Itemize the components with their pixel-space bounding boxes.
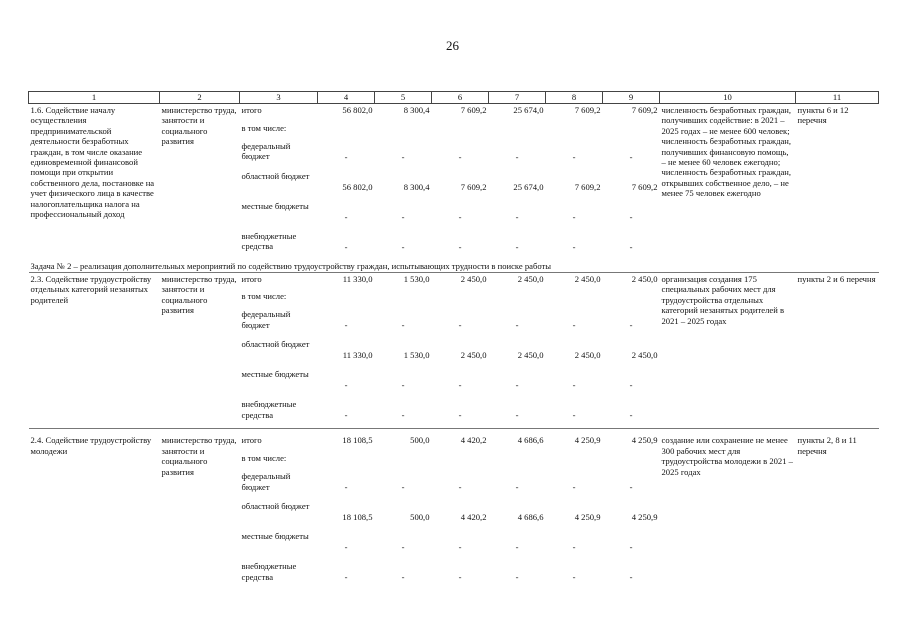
funding-source-label: внебюджетные средства bbox=[241, 230, 297, 251]
funding-source-label: итого bbox=[241, 273, 262, 284]
column-header: 3 bbox=[240, 92, 318, 104]
funding-value: - bbox=[629, 542, 633, 553]
funding-value: - bbox=[401, 572, 405, 583]
funding-value: 4 686,6 bbox=[517, 512, 544, 523]
funding-value bbox=[432, 452, 489, 470]
funding-value: 7 609,2 bbox=[460, 181, 487, 192]
table-body bbox=[29, 92, 879, 591]
funding-value: - bbox=[401, 380, 405, 391]
funding-value: - bbox=[515, 320, 519, 331]
funding-value: - bbox=[458, 410, 462, 421]
funding-value: - bbox=[515, 542, 519, 553]
funding-value: 7 609,2 bbox=[574, 105, 601, 115]
funding-value: - bbox=[629, 410, 633, 421]
funding-value bbox=[489, 452, 546, 470]
expected-result: организация создания 175 специальных рабочих мест для трудоустройства отдельных категорий незанятых родителей в 2021 – 2025 годах bbox=[661, 273, 785, 326]
funding-source-label: местные бюджеты bbox=[241, 531, 309, 542]
funding-value: - bbox=[515, 572, 519, 583]
column-header: 5 bbox=[375, 92, 432, 104]
funding-value: 2 450,0 bbox=[574, 273, 601, 284]
funding-value: - bbox=[629, 241, 633, 252]
funding-value: - bbox=[458, 151, 462, 162]
funding-value: - bbox=[629, 320, 633, 331]
funding-value: - bbox=[458, 241, 462, 252]
funding-source-label: федеральный бюджет bbox=[241, 309, 291, 330]
funding-value: 2 450,0 bbox=[517, 350, 544, 361]
funding-value: - bbox=[629, 482, 633, 493]
funding-value: - bbox=[458, 482, 462, 493]
funding-value: 500,0 bbox=[410, 512, 430, 523]
column-header: 9 bbox=[603, 92, 660, 104]
program-table bbox=[28, 91, 879, 590]
column-header: 4 bbox=[318, 92, 375, 104]
funding-value: - bbox=[401, 542, 405, 553]
funding-value: 8 300,4 bbox=[403, 105, 430, 115]
column-header: 2 bbox=[160, 92, 240, 104]
funding-value: - bbox=[344, 542, 348, 553]
funding-value: - bbox=[629, 151, 633, 162]
funding-source-label: в том числе: bbox=[241, 291, 287, 302]
funding-value: - bbox=[458, 380, 462, 391]
funding-value: 56 802,0 bbox=[342, 181, 373, 192]
funding-value: - bbox=[572, 151, 576, 162]
indicator-references: пункты 2 и 6 перечня bbox=[797, 273, 876, 284]
funding-value: 2 450,0 bbox=[517, 273, 544, 284]
funding-value: - bbox=[572, 482, 576, 493]
funding-value: - bbox=[344, 151, 348, 162]
funding-source-label: внебюджетные средства bbox=[241, 399, 297, 420]
funding-value: - bbox=[401, 211, 405, 222]
column-header: 6 bbox=[432, 92, 489, 104]
funding-value: - bbox=[515, 482, 519, 493]
funding-value: - bbox=[344, 410, 348, 421]
funding-source-label: итого bbox=[241, 435, 262, 446]
funding-value bbox=[489, 290, 546, 308]
funding-value: - bbox=[515, 151, 519, 162]
funding-value bbox=[603, 290, 660, 308]
funding-source-label: областной бюджет bbox=[241, 501, 310, 512]
funding-value: - bbox=[344, 211, 348, 222]
funding-source-label: в том числе: bbox=[241, 453, 287, 464]
funding-value bbox=[318, 122, 375, 140]
funding-value: - bbox=[344, 572, 348, 583]
funding-value: - bbox=[458, 572, 462, 583]
funding-value: - bbox=[344, 320, 348, 331]
funding-source-label: местные бюджеты bbox=[241, 369, 309, 380]
funding-value: 4 250,9 bbox=[631, 435, 658, 446]
funding-value: - bbox=[572, 572, 576, 583]
responsible-executor: министерство труда, занятости и социального развития bbox=[161, 105, 237, 147]
funding-value bbox=[546, 290, 603, 308]
funding-value: 11 330,0 bbox=[342, 350, 373, 361]
funding-value: 7 609,2 bbox=[631, 105, 658, 115]
funding-value: 4 686,6 bbox=[517, 435, 544, 446]
funding-value: 7 609,2 bbox=[460, 105, 487, 115]
funding-value bbox=[603, 122, 660, 140]
funding-value: - bbox=[515, 410, 519, 421]
funding-value bbox=[375, 452, 432, 470]
funding-value: - bbox=[629, 380, 633, 391]
funding-value: 2 450,0 bbox=[631, 350, 658, 361]
funding-value bbox=[375, 290, 432, 308]
funding-value: 4 420,2 bbox=[460, 435, 487, 446]
funding-value: 4 420,2 bbox=[460, 512, 487, 523]
funding-source-label: областной бюджет bbox=[241, 339, 310, 350]
funding-value: - bbox=[572, 211, 576, 222]
funding-value: 56 802,0 bbox=[342, 105, 373, 115]
column-header: 7 bbox=[489, 92, 546, 104]
responsible-executor: министерство труда, занятости и социального развития bbox=[161, 273, 237, 316]
funding-value: - bbox=[572, 380, 576, 391]
responsible-executor: министерство труда, занятости и социального развития bbox=[161, 435, 237, 477]
funding-value bbox=[432, 290, 489, 308]
funding-value: - bbox=[401, 320, 405, 331]
funding-source-label: в том числе: bbox=[241, 122, 287, 133]
funding-value: - bbox=[458, 542, 462, 553]
funding-value: - bbox=[629, 211, 633, 222]
indicator-references: пункты 2, 8 и 11 перечня bbox=[797, 435, 857, 456]
funding-value bbox=[603, 452, 660, 470]
funding-value: 18 108,5 bbox=[342, 512, 373, 523]
table-row bbox=[29, 434, 879, 452]
funding-source-label: областной бюджет bbox=[241, 170, 310, 181]
column-header: 1 bbox=[29, 92, 160, 104]
funding-value: - bbox=[344, 380, 348, 391]
funding-value: - bbox=[458, 320, 462, 331]
funding-value: 1 530,0 bbox=[403, 273, 430, 284]
funding-source-label: внебюджетные средства bbox=[241, 561, 297, 582]
funding-value bbox=[375, 122, 432, 140]
funding-source-label: местные бюджеты bbox=[241, 200, 309, 211]
task-heading-row bbox=[29, 260, 879, 273]
funding-value: 11 330,0 bbox=[342, 273, 373, 284]
funding-value: 4 250,9 bbox=[574, 435, 601, 446]
funding-value bbox=[432, 122, 489, 140]
column-header: 8 bbox=[546, 92, 603, 104]
table-row bbox=[29, 104, 879, 122]
funding-value: 25 674,0 bbox=[513, 105, 544, 115]
funding-value: - bbox=[515, 211, 519, 222]
funding-value: 7 609,2 bbox=[631, 181, 658, 192]
column-header: 10 bbox=[660, 92, 796, 104]
column-header-row bbox=[29, 92, 879, 104]
funding-value: - bbox=[515, 241, 519, 252]
funding-value: - bbox=[401, 482, 405, 493]
funding-value: - bbox=[572, 241, 576, 252]
funding-source-label: итого bbox=[241, 105, 262, 115]
funding-value: - bbox=[572, 542, 576, 553]
funding-value bbox=[318, 290, 375, 308]
column-header: 11 bbox=[796, 92, 879, 104]
indicator-references: пункты 6 и 12 перечня bbox=[797, 105, 849, 126]
funding-value: - bbox=[401, 241, 405, 252]
activity-name: 1.6. Содействие началу осуществления предпринимательской деятельности безработных граждан, в том числе оказание единовременной финансовой помощи при открытии собственного дела, постановке на учет физического лица в качестве налогоплательщика налога на профессиональный доход bbox=[30, 105, 155, 220]
funding-value: 7 609,2 bbox=[574, 181, 601, 192]
funding-value: 4 250,9 bbox=[631, 512, 658, 523]
funding-value: - bbox=[572, 320, 576, 331]
funding-source-label: федеральный бюджет bbox=[241, 471, 291, 492]
funding-value: 500,0 bbox=[410, 435, 430, 446]
funding-value bbox=[546, 122, 603, 140]
funding-value: 8 300,4 bbox=[403, 181, 430, 192]
funding-value: - bbox=[344, 241, 348, 252]
funding-value: - bbox=[572, 410, 576, 421]
funding-value: - bbox=[515, 380, 519, 391]
activity-name: 2.3. Содействие трудоустройству отдельных категорий незанятых родителей bbox=[30, 273, 152, 305]
task-heading: Задача № 2 – реализация дополнительных мероприятий по содействию трудоустройству граждан, испытывающих трудности в поиске работы bbox=[29, 260, 879, 273]
funding-value: 2 450,0 bbox=[460, 273, 487, 284]
expected-result: создание или сохранение не менее 300 рабочих мест для трудоустройства молодежи в 2021 – 2025 годах bbox=[661, 435, 793, 477]
funding-value: - bbox=[629, 572, 633, 583]
funding-value: 2 450,0 bbox=[460, 350, 487, 361]
funding-value: - bbox=[458, 211, 462, 222]
funding-value: 2 450,0 bbox=[631, 273, 658, 284]
funding-source-label: федеральный бюджет bbox=[241, 140, 291, 161]
funding-value: 2 450,0 bbox=[574, 350, 601, 361]
funding-value: - bbox=[401, 151, 405, 162]
funding-value: 4 250,9 bbox=[574, 512, 601, 523]
page-number: 26 bbox=[446, 38, 459, 53]
funding-value: - bbox=[344, 482, 348, 493]
activity-name: 2.4. Содействие трудоустройству молодежи bbox=[30, 435, 152, 456]
funding-value: - bbox=[401, 410, 405, 421]
expected-result: численность безработных граждан, получивших содействие: в 2021 – 2025 годах – не менее 600 человек; численность безработных граждан, получивших финансовую помощь, – не менее 60 человек ежегодно; численность безработных граждан, открывших собственное дело, – не менее 75 человек ежегодно bbox=[661, 105, 792, 199]
funding-value: 18 108,5 bbox=[342, 435, 373, 446]
funding-value: 25 674,0 bbox=[513, 181, 544, 192]
funding-value bbox=[546, 452, 603, 470]
funding-value bbox=[489, 122, 546, 140]
funding-value: 1 530,0 bbox=[403, 350, 430, 361]
funding-value bbox=[318, 452, 375, 470]
table-row bbox=[29, 272, 879, 290]
